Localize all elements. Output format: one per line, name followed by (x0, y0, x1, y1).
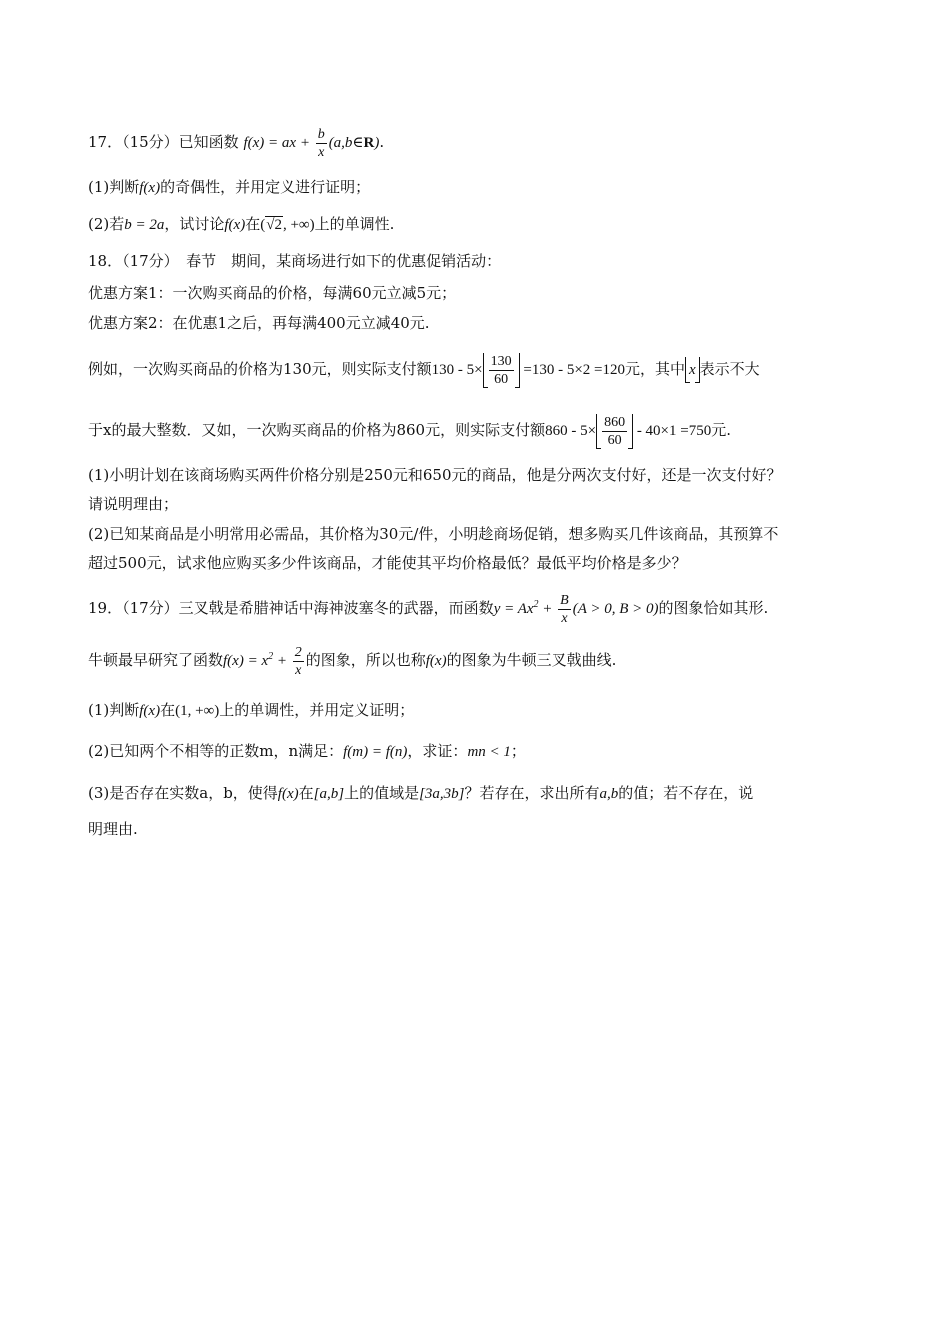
q17-part2 (88, 213, 862, 236)
q19-p2-b: ，求证： (407, 742, 468, 760)
q18-ex1-a: 例如，一次购买商品的价格为130元，则实际支付额 (88, 359, 432, 378)
q19-l2-fx: f(x) (425, 653, 447, 669)
q19-part1 (88, 699, 862, 722)
q18-stem: 18．（17分） 春节 期间，某商场进行如下的优惠促销活动： (88, 252, 502, 270)
q19-part2 (88, 740, 862, 763)
q19-stem (88, 592, 862, 627)
q19-l2-b: 的图象，所以也称 (305, 651, 426, 669)
q19-p1-b: 在 (160, 701, 176, 719)
q19-p3-range: [3a,3b] (419, 786, 465, 802)
q19-p3-c: 上的值域是 (344, 784, 420, 802)
q19-head: 19．（17分）三叉戟是希腊神话中海神波塞冬的武器，而函数 (88, 599, 494, 617)
q19-head-formula: $y = Ax^2$ + $\frac{B}{x}$ (A > 0, B > 0) (493, 593, 659, 627)
q17-p2-d: 上的单调性. (314, 215, 395, 233)
q19-p3-a: (3)是否存在实数a，b，使得 (88, 784, 278, 802)
q18-plan1: 优惠方案1：一次购买商品的价格，每满60元立减5元； (88, 284, 457, 302)
q19-p1-fx: f(x) (139, 703, 161, 719)
q18-part1-l2: 请说明理由； (88, 495, 179, 513)
q17-p2-fx: f(x) (224, 217, 246, 233)
q19-head-tail: 的图象恰如其形. (658, 599, 769, 617)
q17-formula: f(x) = ax + $\frac{b}{x}$ (a,b∈R) (243, 127, 380, 160)
q18-ex1-formula: 130 - 5× $\frac{130}{60}$ =130 - 5×2 =120 (431, 354, 625, 387)
q18-example1 (88, 353, 862, 388)
q19-p1-a: (1)判断 (88, 701, 140, 719)
q19-p1-c: 上的单调性，并用定义证明； (219, 701, 415, 719)
q19-l2-a: 牛顿最早研究了函数 (88, 651, 224, 669)
q19-p2-a: (2)已知两个不相等的正数m，n满足： (88, 742, 344, 760)
q19-p3-domain: [a,b] (313, 786, 345, 802)
q17-p1-a: (1)判断 (88, 178, 140, 196)
q19-p1-interval: (1, +∞) (175, 703, 220, 719)
q18-ex2-formula: 860 - 5× $\frac{860}{60}$ - 40×1 =750 (545, 415, 712, 448)
q18-ex1-b: 元，其中 (624, 359, 685, 378)
q17-head: 17．（15分）已知函数 (88, 132, 239, 151)
q17-p1-b: 的奇偶性，并用定义进行证明； (160, 178, 371, 196)
q19-p2-c: ； (510, 742, 526, 760)
q17-p1-fx: f(x) (139, 180, 161, 196)
q17-part1 (88, 176, 862, 199)
q18-part2-l1: (2)已知某商品是小明常用必需品，其价格为30元/件，小明趁商场促销，想多购买几件该商品，其预算不 (88, 525, 779, 543)
q19-p3-e: 的值；若不存在，说 (618, 784, 754, 802)
q19-line2 (88, 644, 862, 679)
q18-floor-symbol: x (685, 357, 700, 383)
q19-p3-ab: a,b (599, 786, 619, 802)
q18-ex2-a: 于x的最大整数．又如，一次购买商品的价格为860元，则实际支付额 (88, 420, 546, 439)
q17-p2-c: 在 (245, 215, 261, 233)
q19-part3-l2: 明理由. (88, 820, 138, 838)
q19-l2-formula: $f(x) = x^2$ + $\frac{2}{x}$ (223, 645, 302, 679)
q17-stem (88, 126, 862, 161)
q18-ex1-c: 表示不大 (699, 359, 760, 378)
q17-tail: . (379, 132, 385, 151)
q17-p2-cond: b = 2a (124, 217, 165, 233)
q18-part2-l2: 超过500元，试求他应购买多少件该商品，才能使其平均价格最低？最低平均价格是多少？ (88, 554, 687, 572)
q17-p2-interval: (√2, +∞) (260, 217, 315, 233)
q19-part3-l1 (88, 782, 862, 805)
q19-p3-d: ？若存在，求出所有 (464, 784, 600, 802)
q18-ex2-b: 元. (711, 420, 732, 439)
q17-p2-b: ，试讨论 (164, 215, 225, 233)
q17-p2-a: (2)若 (88, 215, 125, 233)
q19-p2-ineq: mn < 1 (467, 744, 511, 760)
q19-p3-b: 在 (298, 784, 314, 802)
q19-p3-fx: f(x) (277, 786, 299, 802)
q19-l2-c: 的图象为牛顿三叉戟曲线. (446, 651, 617, 669)
q18-part1-l1: (1)小明计划在该商场购买两件价格分别是250元和650元的商品，他是分两次支付好，还是一次支付好？ (88, 466, 782, 484)
q19-p2-eq: f(m) = f(n) (343, 744, 408, 760)
q18-plan2: 优惠方案2：在优惠1之后，再每满400元立减40元. (88, 314, 430, 332)
q18-example2 (88, 414, 862, 449)
